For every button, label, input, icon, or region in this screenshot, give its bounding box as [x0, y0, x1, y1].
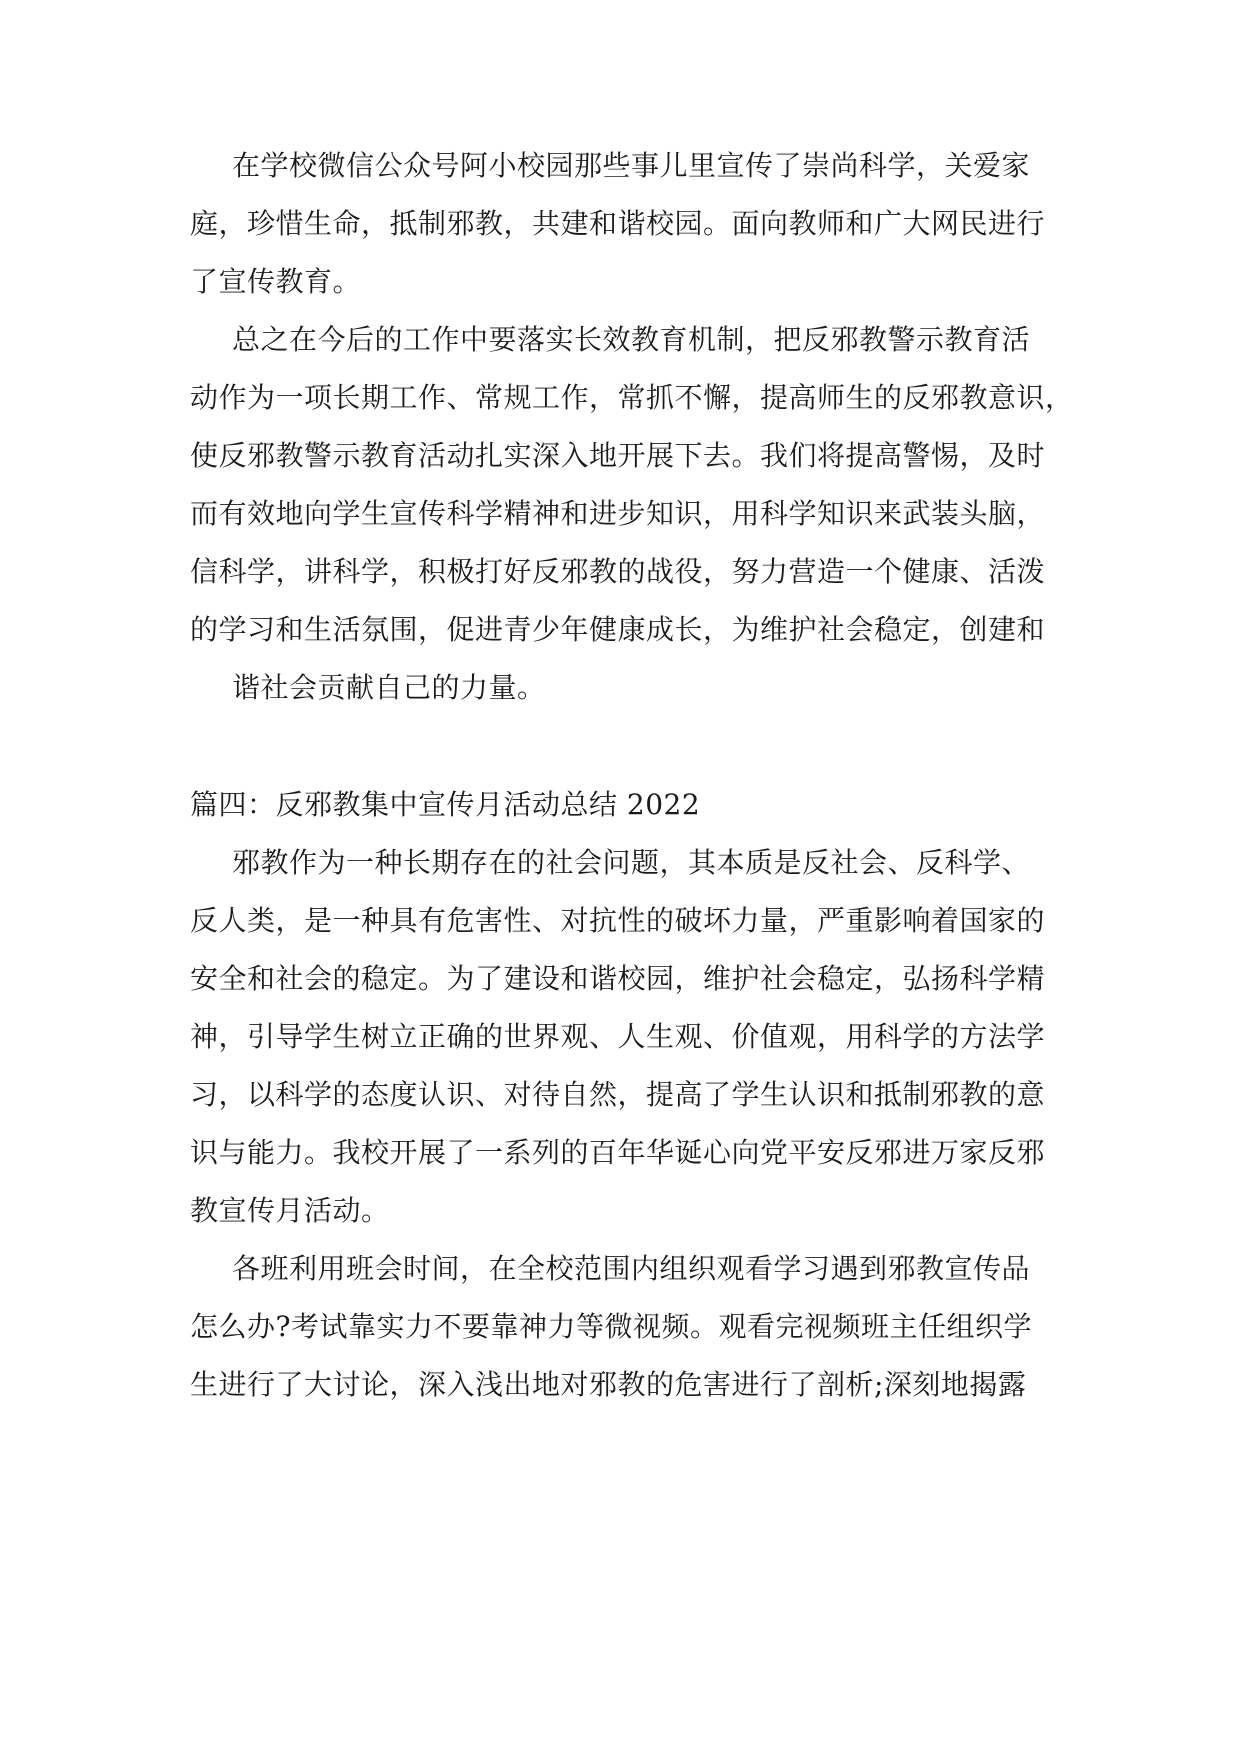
paragraph-line: 了宣传教育。 [190, 265, 362, 298]
paragraph-line: 教宣传月活动。 [190, 1194, 390, 1227]
paragraph-line: 使反邪教警示教育活动扎实深入地开展下去。我们将提高警惕，及时 [190, 439, 1046, 472]
paragraph-line: 总之在今后的工作中要落实长效教育机制，把反邪教警示教育活 [232, 323, 1031, 356]
paragraph-line: 谐社会贡献自己的力量。 [232, 671, 546, 704]
paragraph-line: 动作为一项长期工作、常规工作，常抓不懈，提高师生的反邪教意识， [190, 381, 1074, 414]
paragraph-line: 的学习和生活氛围，促进青少年健康成长，为维护社会稳定，创建和 [190, 613, 1046, 646]
paragraph-line: 在学校微信公众号阿小校园那些事儿里宣传了崇尚科学，关爱家 [232, 149, 1031, 182]
paragraph-line: 识与能力。我校开展了一系列的百年华诞心向党平安反邪进万家反邪 [190, 1136, 1046, 1169]
paragraph-line: 生进行了大讨论，深入浅出地对邪教的危害进行了剖析;深刻地揭露 [190, 1368, 1027, 1401]
paragraph-line: 安全和社会的稳定。为了建设和谐校园，维护社会稳定，弘扬科学精 [190, 962, 1046, 995]
paragraph-line: 怎么办?考试靠实力不要靠神力等微视频。观看完视频班主任组织学 [190, 1310, 1033, 1343]
paragraph-line: 庭，珍惜生命，抵制邪教，共建和谐校园。面向教师和广大网民进行 [190, 207, 1046, 240]
paragraph-line: 而有效地向学生宣传科学精神和进步知识，用科学知识来武装头脑， [190, 497, 1046, 530]
paragraph-line: 反人类，是一种具有危害性、对抗性的破坏力量，严重影响着国家的 [190, 904, 1046, 937]
section-heading: 篇四：反邪教集中宣传月活动总结 2022 [190, 788, 701, 821]
paragraph-line: 习，以科学的态度认识、对待自然，提高了学生认识和抵制邪教的意 [190, 1078, 1046, 1111]
paragraph-line: 神，引导学生树立正确的世界观、人生观、价值观，用科学的方法学 [190, 1020, 1046, 1053]
paragraph-line: 各班利用班会时间，在全校范围内组织观看学习遇到邪教宣传品 [232, 1252, 1031, 1285]
paragraph-line: 信科学，讲科学，积极打好反邪教的战役，努力营造一个健康、活泼 [190, 555, 1046, 588]
paragraph-line: 邪教作为一种长期存在的社会问题，其本质是反社会、反科学、 [232, 846, 1031, 879]
